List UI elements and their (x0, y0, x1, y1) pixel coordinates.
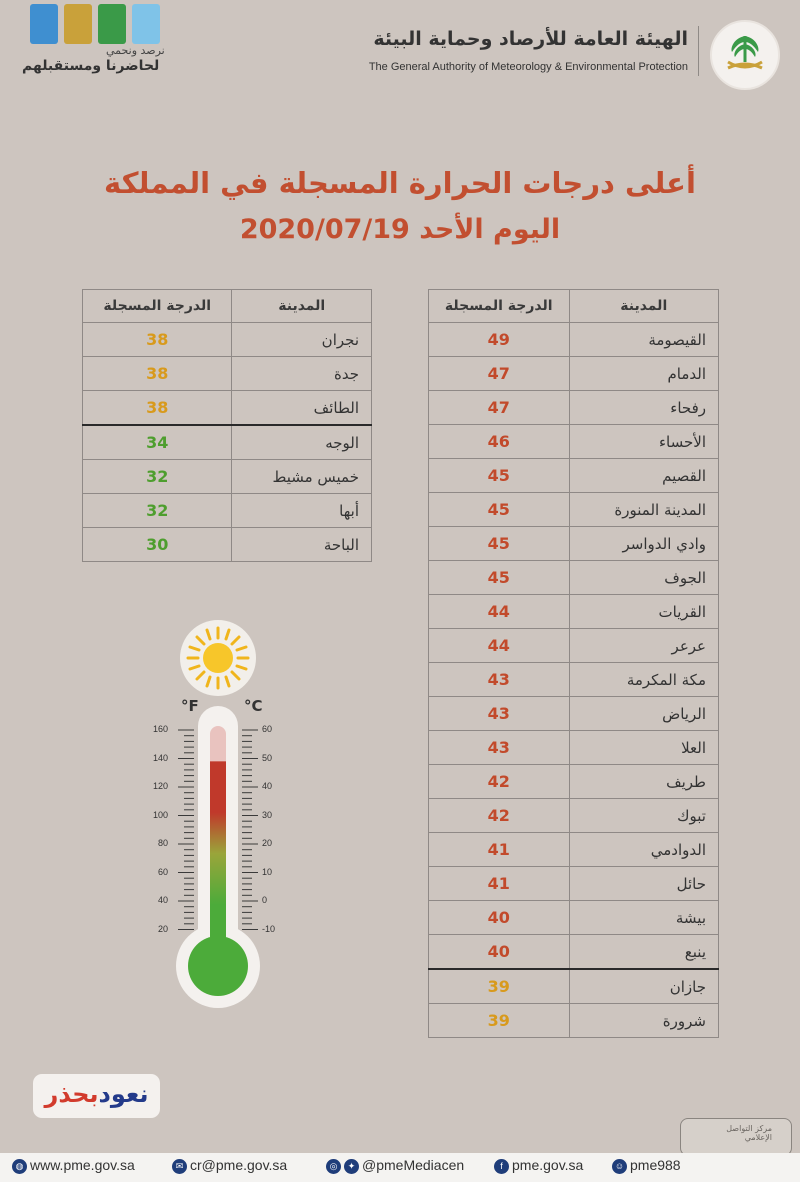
city-name: تبوك (569, 799, 719, 833)
recorded-temperature: 43 (429, 731, 570, 765)
recorded-temperature: 42 (429, 765, 570, 799)
city-name: نجران (232, 323, 372, 357)
recorded-temperature: 46 (429, 425, 570, 459)
table-row (429, 595, 719, 629)
fahrenheit-label: 140 (152, 752, 168, 763)
fahrenheit-label: 20 (157, 923, 168, 934)
city-name: جدة (232, 357, 372, 391)
header-divider (698, 26, 699, 76)
table-row (429, 561, 719, 595)
celsius-ticks (242, 730, 258, 930)
city-name: القصيم (569, 459, 719, 493)
table-row (429, 765, 719, 799)
fahrenheit-unit: °F (181, 697, 199, 715)
table-row (429, 901, 719, 935)
recorded-temperature: 45 (429, 459, 570, 493)
table-row (429, 459, 719, 493)
recorded-temperature: 38 (83, 391, 232, 426)
celsius-unit: °C (244, 697, 263, 715)
city-name: العلا (569, 731, 719, 765)
celsius-label: -10 (262, 923, 276, 934)
recorded-temperature: 34 (83, 425, 232, 460)
city-name: الأحساء (569, 425, 719, 459)
city-name: شرورة (569, 1004, 719, 1038)
fahrenheit-label: 60 (157, 866, 168, 877)
city-name: الطائف (232, 391, 372, 426)
city-name: مكة المكرمة (569, 663, 719, 697)
recorded-temperature: 41 (429, 867, 570, 901)
fahrenheit-label: 80 (157, 838, 168, 848)
fahrenheit-label: 160 (152, 724, 168, 734)
table-row (429, 323, 719, 357)
city-name: عرعر (569, 629, 719, 663)
city-name: الوجه (232, 425, 372, 460)
column-header-city: المدينة (232, 290, 372, 323)
recorded-temperature: 39 (429, 969, 570, 1004)
globe-icon: ◍ (12, 1159, 27, 1174)
footer-social[interactable]: ◎ ✦ @pmeMediacen (326, 1157, 464, 1174)
mail-icon: ✉ (172, 1159, 187, 1174)
city-name: الدوادمي (569, 833, 719, 867)
sand-tile-icon (64, 4, 92, 44)
recorded-temperature: 32 (83, 460, 232, 494)
table-row (83, 528, 372, 562)
table-row (83, 391, 372, 426)
city-name: أبها (232, 494, 372, 528)
city-name: المدينة المنورة (569, 493, 719, 527)
table-row (429, 1004, 719, 1038)
water-tile-icon (30, 4, 58, 44)
fahrenheit-label: 40 (157, 895, 168, 905)
authority-name-en: The General Authority of Meteorology & Environmental Protection (368, 61, 688, 73)
facebook-icon: f (494, 1159, 509, 1174)
recorded-temperature: 47 (429, 357, 570, 391)
table-row (83, 425, 372, 460)
city-name: الباحة (232, 528, 372, 562)
recorded-temperature: 44 (429, 595, 570, 629)
celsius-label: 0 (262, 895, 268, 905)
city-name: جازان (569, 969, 719, 1004)
recorded-temperature: 39 (429, 1004, 570, 1038)
table-row (429, 799, 719, 833)
date-label: 2020/07/19 (239, 214, 410, 245)
city-name: بيشة (569, 901, 719, 935)
sun-icon (180, 620, 256, 696)
celsius-label: 30 (262, 809, 273, 820)
footer-snapchat[interactable]: ☺ pme988 (612, 1157, 681, 1174)
page-title: أعلى درجات الحرارة المسجلة في المملكة (104, 166, 696, 200)
recorded-temperature: 43 (429, 697, 570, 731)
thermometer-mercury (210, 761, 226, 966)
table-row (429, 697, 719, 731)
recorded-temperature: 38 (83, 323, 232, 357)
slogan-small: نرصد ونحمي (106, 44, 165, 57)
column-header-city: المدينة (569, 290, 719, 323)
air-tile-icon (132, 4, 160, 44)
celsius-label: 20 (262, 838, 273, 848)
campaign-logo (33, 1080, 160, 1108)
instagram-icon: ◎ (326, 1159, 341, 1174)
table-row (429, 391, 719, 425)
temperature-table-main (428, 289, 719, 1038)
city-name: الرياض (569, 697, 719, 731)
recorded-temperature: 45 (429, 561, 570, 595)
plant-tile-icon (98, 4, 126, 44)
table-row (429, 833, 719, 867)
city-name: خميس مشيط (232, 460, 372, 494)
celsius-label: 60 (262, 724, 273, 734)
recorded-temperature: 40 (429, 901, 570, 935)
city-name: وادي الدواسر (569, 527, 719, 561)
twitter-icon: ✦ (344, 1159, 359, 1174)
fahrenheit-label: 120 (152, 781, 168, 791)
city-name: الدمام (569, 357, 719, 391)
temperature-table-secondary (82, 289, 372, 562)
recorded-temperature: 38 (83, 357, 232, 391)
recorded-temperature: 47 (429, 391, 570, 425)
campaign-logo-part2: بحذر (44, 1080, 99, 1108)
column-header-temp: الدرجة المسجلة (83, 290, 232, 323)
table-row (429, 663, 719, 697)
city-name: ينبع (569, 935, 719, 970)
celsius-label: 50 (262, 752, 273, 763)
table-row (429, 969, 719, 1004)
footer-website[interactable]: ◍ www.pme.gov.sa (12, 1157, 135, 1174)
fahrenheit-label: 100 (152, 809, 168, 820)
thermometer-bulb (188, 936, 248, 996)
footer-email[interactable]: ✉ cr@pme.gov.sa (172, 1157, 287, 1174)
authority-name-ar: الهيئة العامة للأرصاد وحماية البيئة (373, 28, 688, 50)
recorded-temperature: 45 (429, 527, 570, 561)
table-row (429, 731, 719, 765)
recorded-temperature: 41 (429, 833, 570, 867)
table-row (83, 357, 372, 391)
campaign-logo-part1: نعود (98, 1080, 149, 1108)
slogan-main: لحاضرنا ومستقبلهم (22, 58, 160, 74)
recorded-temperature: 30 (83, 528, 232, 562)
table-row (429, 629, 719, 663)
snapchat-icon: ☺ (612, 1159, 627, 1174)
recorded-temperature: 40 (429, 935, 570, 970)
footer-facebook[interactable]: f pme.gov.sa (494, 1157, 583, 1174)
sun-badge (180, 620, 256, 696)
recorded-temperature: 49 (429, 323, 570, 357)
media-center-stamp-text: مركز التواصل الإعلامي (726, 1124, 772, 1142)
recorded-temperature: 43 (429, 663, 570, 697)
city-name: الجوف (569, 561, 719, 595)
table-row (83, 460, 372, 494)
recorded-temperature: 42 (429, 799, 570, 833)
city-name: حائل (569, 867, 719, 901)
recorded-temperature: 45 (429, 493, 570, 527)
recorded-temperature: 44 (429, 629, 570, 663)
table-row (83, 323, 372, 357)
table-row (429, 527, 719, 561)
authority-emblem (710, 20, 780, 90)
column-header-temp: الدرجة المسجلة (429, 290, 570, 323)
day-label: اليوم الأحد (419, 214, 561, 245)
table-row (83, 494, 372, 528)
table-row (429, 867, 719, 901)
city-name: طريف (569, 765, 719, 799)
city-name: رفحاء (569, 391, 719, 425)
table-row (429, 935, 719, 970)
thermometer (160, 700, 280, 1020)
table-row (429, 493, 719, 527)
table-row (429, 425, 719, 459)
celsius-label: 10 (262, 866, 273, 877)
city-name: القيصومة (569, 323, 719, 357)
celsius-label: 40 (262, 781, 273, 791)
recorded-temperature: 32 (83, 494, 232, 528)
page-subtitle (0, 214, 800, 245)
city-name: القريات (569, 595, 719, 629)
table-row (429, 357, 719, 391)
fahrenheit-ticks (178, 730, 194, 930)
